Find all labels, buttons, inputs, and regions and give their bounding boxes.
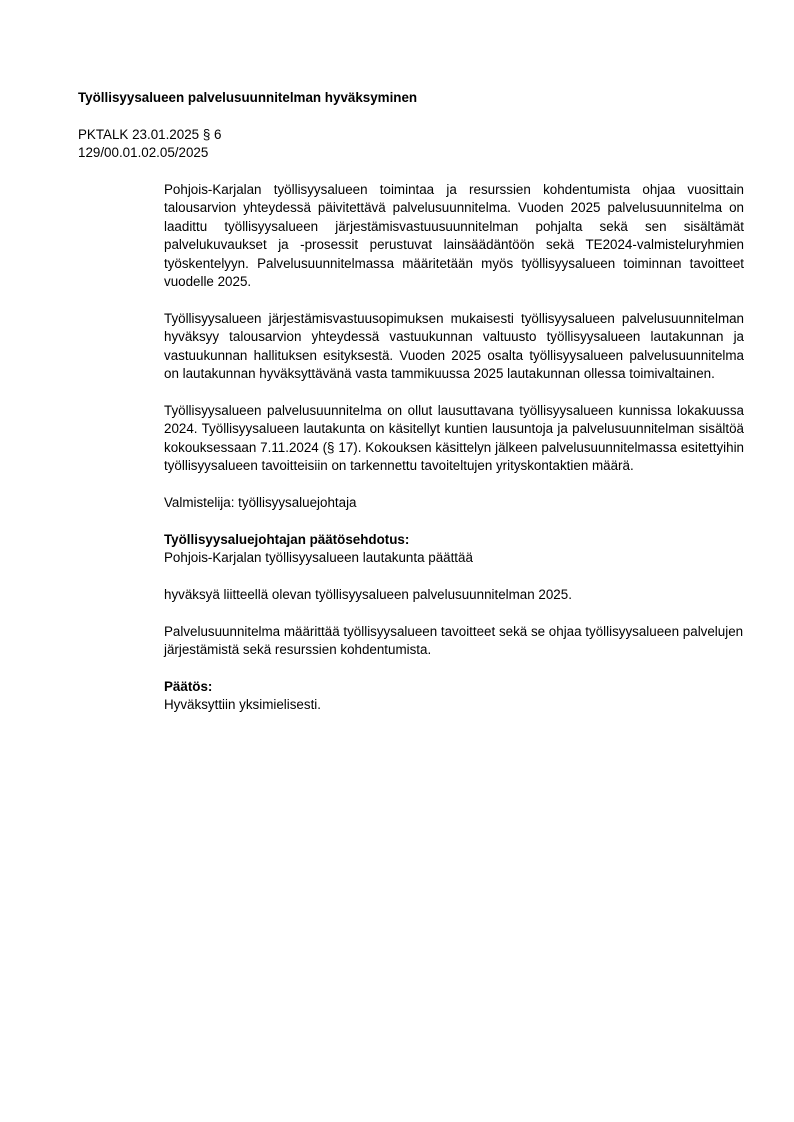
- decision-text: Hyväksyttiin yksimielisesti.: [164, 697, 321, 713]
- document-meta: [78, 126, 221, 162]
- proposal-item: hyväksyä liitteellä olevan työllisyysalueen palvelusuunnitelman 2025.: [164, 586, 572, 602]
- document-body: [164, 181, 744, 715]
- decision-heading: Päätös:: [164, 678, 213, 694]
- paragraph-background: Pohjois-Karjalan työllisyysalueen toimintaa ja resurssien kohdentumista ohjaa vuosittain talousarvion yhteydessä päivitettävä palvelusuunnitelma. Vuoden 2025 palvelusuunnitelma on laadittu työllisyysalueen järjestämisvastuusuunnitelman pohjalta sekä sen sisältämät palvelukuvaukset ja -prosessit perustuvat lainsäädäntöön sekä TE2024-valmisteluryhmien työskentelyyn. Palvelusuunnitelmassa määritetään myös työllisyysalueen toiminnan tavoitteet vuodelle 2025.: [164, 182, 744, 290]
- paragraph-consultation: Työllisyysalueen palvelusuunnitelma on ollut lausuttavana työllisyysalueen kunnissa lokakuussa 2024. Työllisyysalueen lautakunta on käsitellyt kuntien lausuntoja ja palvelusuunnitelman sisältöä kokouksessaan 7.11.2024 (§ 17). Kokouksen käsittelyn jälkeen palvelusuunnitelmassa esitettyihin työllisyysalueen tavoitteisiin on tarkennettu tavoiteltujen yrityskontaktien määrä.: [164, 402, 744, 474]
- meeting-reference: PKTALK 23.01.2025 § 6: [78, 127, 222, 142]
- record-number: 129/00.01.02.05/2025: [78, 145, 209, 160]
- proposal-heading: Työllisyysaluejohtajan päätösehdotus:: [164, 531, 410, 547]
- preparer-line: Valmistelija: työllisyysaluejohtaja: [164, 494, 357, 510]
- document-title: Työllisyysalueen palvelusuunnitelman hyväksyminen: [78, 90, 418, 105]
- proposal-intro: Pohjois-Karjalan työllisyysalueen lautakunta päättää: [164, 550, 473, 566]
- proposal-note: Palvelusuunnitelma määrittää työllisyysalueen tavoitteet sekä se ohjaa työllisyysalueen palvelujen järjestämistä sekä resurssien kohdentumista.: [164, 623, 744, 658]
- paragraph-approval-procedure: Työllisyysalueen järjestämisvastuusopimuksen mukaisesti työllisyysalueen palvelusuunnitelman hyväksyy talousarvion yhteydessä vastuukunnan valtuusto työllisyysalueen lautakunnan ja vastuukunnan hallituksen esityksestä. Vuoden 2025 osalta työllisyysalueen palvelusuunnitelma on lautakunnan hyväksyttävänä vasta tammikuussa 2025 lautakunnan ollessa toimivaltainen.: [164, 310, 744, 382]
